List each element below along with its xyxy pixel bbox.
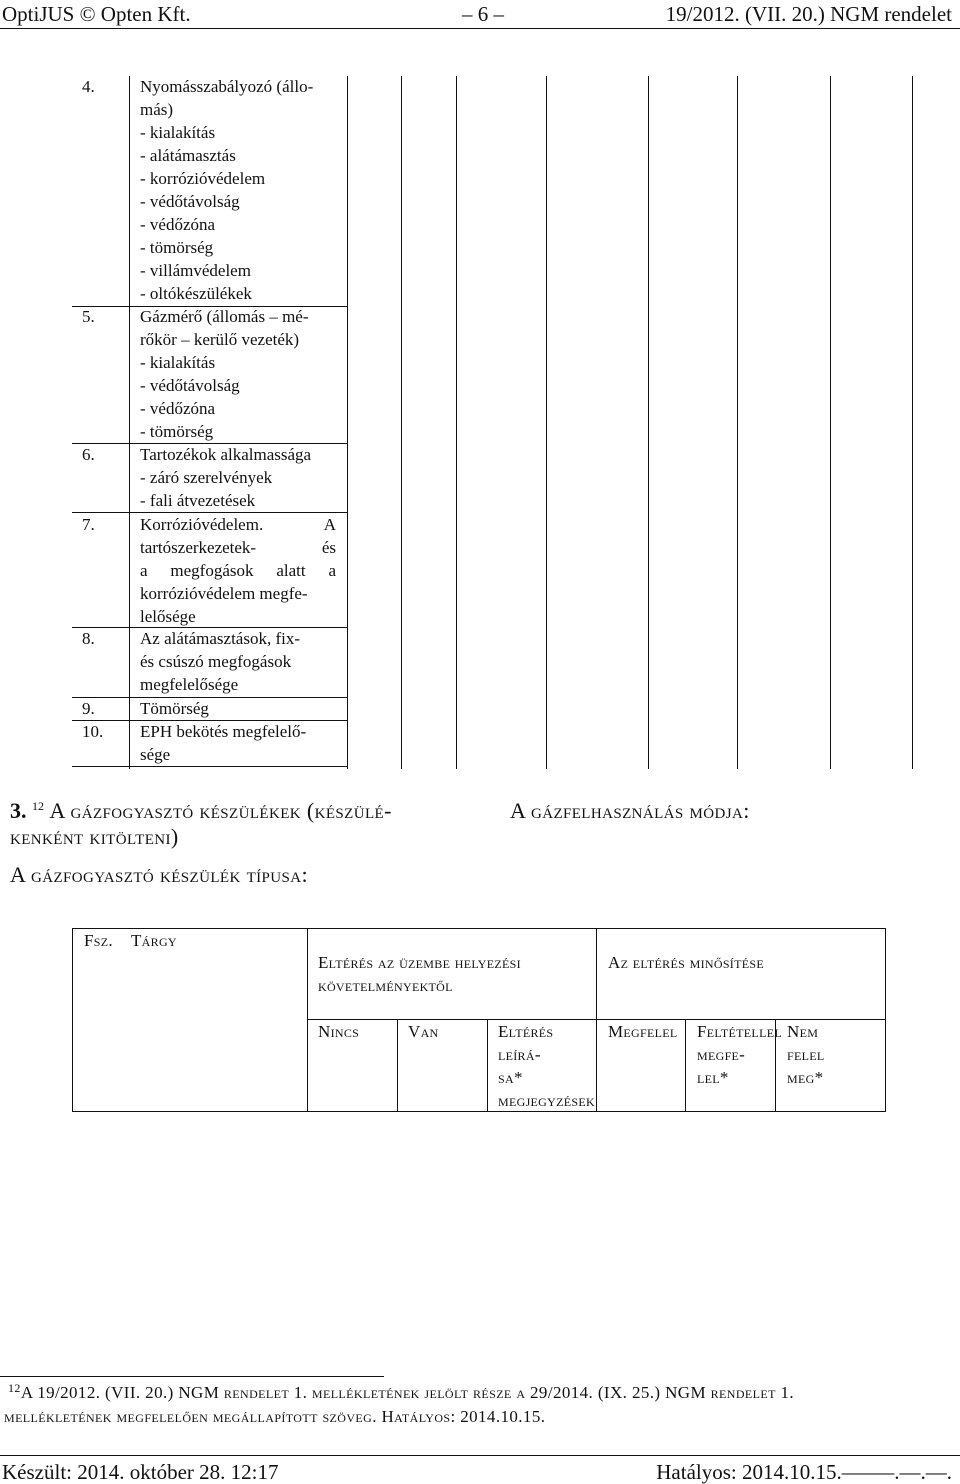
table-top-border: [72, 928, 886, 929]
footer-rule: [0, 1455, 960, 1456]
item-number: 10.: [82, 722, 104, 741]
footnote-line2: mellékletének megfelelően megállapított szöveg. Hatályos: 2014.10.15.: [4, 1407, 546, 1426]
col-header-fsz: Fsz.: [84, 931, 113, 950]
item-line: megfelelősége: [140, 675, 239, 694]
table-bottom-border: [72, 1111, 886, 1112]
col-header-nem-felel-meg: Nem felel meg*: [787, 1022, 825, 1087]
col-header-deviation-line1: Eltérés az üzembe helyezési: [318, 953, 521, 972]
header-page-number: – 6 –: [462, 2, 504, 26]
item-line: tartószerkezetek- és: [140, 538, 336, 557]
section-title-line1: A gázfogyasztó készülékek (készülé-: [49, 798, 392, 823]
item-line: - alátámasztás: [140, 146, 236, 165]
item-line: - védőzóna: [140, 215, 216, 234]
item-number: 8.: [82, 629, 95, 648]
item-line: Gázmérő (állomás – mé-: [140, 307, 309, 326]
footer-effective: Hatályos: 2014.10.15.–––––.––.––.: [656, 1460, 952, 1484]
item-line: - korrózióvédelem: [140, 169, 266, 188]
footnote-rule: [0, 1376, 384, 1377]
top-table-col-line: [912, 76, 913, 769]
header-left: OptiJUS © Opten Kft.: [2, 2, 191, 26]
footer-created: Készült: 2014. október 28. 12:17: [2, 1460, 279, 1484]
item-line: - villámvédelem: [140, 261, 251, 280]
item-line: és csúszó megfogások: [140, 652, 292, 671]
footnote-line1: $^{12}$A 19/2012. (VII. 20.) NGM rendelet 1. mellékletének jelölt része a 29/2014. (IX. 25.) NGM rendelet 1.: [8, 1381, 795, 1402]
item-number: 7.: [82, 515, 95, 534]
item-line: - oltókészülékek: [140, 284, 252, 303]
col-header-elteres: Eltérés leírá- sa* megjegyzések: [498, 1022, 595, 1110]
item-line: más): [140, 100, 174, 119]
top-table-col-line: [456, 76, 457, 769]
top-table-col-line: [347, 76, 348, 769]
row-divider: [72, 766, 348, 767]
item-line: - záró szerelvények: [140, 468, 273, 487]
item-number: 9.: [82, 699, 95, 718]
header-rule: [0, 28, 960, 29]
item-line: - tömörség: [140, 422, 214, 441]
col-header-van: Van: [408, 1022, 439, 1041]
item-line: - kialakítás: [140, 123, 216, 142]
item-line: Tartozékok alkalmassága: [140, 445, 312, 464]
device-type-label: A gázfogyasztó készülék típusa:: [10, 862, 309, 887]
col-header-qualification: Az eltérés minősítése: [608, 953, 764, 972]
footnote-number: 12: [8, 1381, 21, 1395]
item-line: Nyomásszabályozó (állo-: [140, 77, 314, 96]
item-line: Korrózióvédelem. A: [140, 515, 336, 534]
top-table-col-line: [648, 76, 649, 769]
table-col-line: [596, 928, 597, 1112]
footnote-ref: 12: [32, 799, 44, 813]
table-col-line: [685, 1019, 686, 1112]
table-col-line: [307, 928, 308, 1112]
col-header-deviation-line2: követelményektől: [318, 976, 453, 995]
table-col-line: [72, 928, 73, 1112]
col-header-targy: Tárgy: [131, 931, 177, 950]
item-line: - védőzóna: [140, 399, 216, 418]
header-right: 19/2012. (VII. 20.) NGM rendelet: [665, 2, 952, 26]
item-line: - kialakítás: [140, 353, 216, 372]
top-table-col-line: [830, 76, 831, 769]
table-col-line: [397, 1019, 398, 1112]
section-title-line2: kenként kitölteni): [10, 824, 179, 849]
item-line: - védőtávolság: [140, 192, 240, 211]
item-line: - védőtávolság: [140, 376, 240, 395]
item-line: sége: [140, 745, 171, 764]
top-table-col-line: [401, 76, 402, 769]
top-table-col-line: [737, 76, 738, 769]
col-header-feltetellel: Feltétellel megfe- lel*: [697, 1022, 782, 1087]
top-table-col-line: [546, 76, 547, 769]
col-header-megfelel: Megfelel: [608, 1022, 678, 1041]
item-line: lelősége: [140, 607, 196, 626]
gas-usage-mode-label: A gázfelhasználás módja:: [510, 798, 750, 823]
item-number: 6.: [82, 445, 95, 464]
top-table-col-line: [129, 76, 130, 769]
item-line: Tömörség: [140, 699, 209, 718]
section-number: 3.: [10, 798, 27, 823]
item-line: EPH bekötés megfelelő-: [140, 722, 307, 741]
col-header-nincs: Nincs: [318, 1022, 360, 1041]
table-col-line: [487, 1019, 488, 1112]
table-col-line: [885, 928, 886, 1112]
item-number: 4.: [82, 77, 95, 96]
item-line: - tömörség: [140, 238, 214, 257]
item-line: a megfogások alatt a: [140, 561, 336, 580]
item-line: Az alátámasztások, fix-: [140, 629, 301, 648]
item-line: rőkör – kerülő vezeték): [140, 330, 300, 349]
item-line: - fali átvezetések: [140, 491, 256, 510]
item-number: 5.: [82, 307, 95, 326]
item-line: korrózióvédelem megfe-: [140, 584, 308, 603]
